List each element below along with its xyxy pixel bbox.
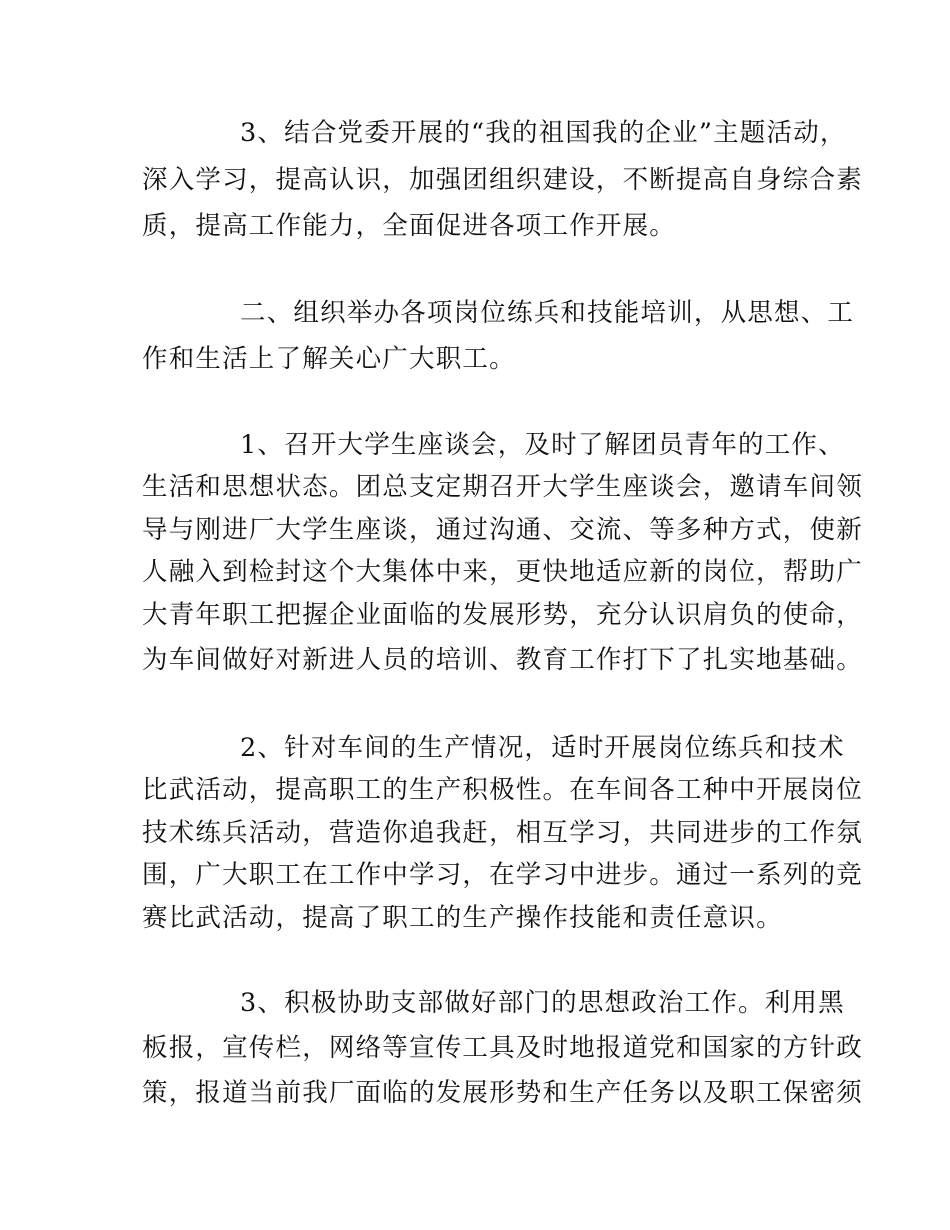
paragraph-4-line-2: 比武活动，提高职工的生产积极性。在车间各工种中开展岗位 bbox=[142, 775, 863, 805]
paragraph-3-line-5: 大青年职工把握企业面临的发展形势，充分认识肩负的使命， bbox=[142, 600, 863, 630]
paragraph-2-line-2: 作和生活上了解关心广大职工。 bbox=[142, 344, 516, 374]
paragraph-2-line-1: 二、组织举办各项岗位练兵和技能培训，从思想、工 bbox=[240, 298, 855, 328]
paragraph-5-line-1: 3、积极协助支部做好部门的思想政治工作。利用黑 bbox=[240, 988, 845, 1018]
paragraph-4-line-1: 2、针对车间的生产情况，适时开展岗位练兵和技术 bbox=[240, 733, 845, 763]
paragraph-3-line-2: 生活和思想状态。团总支定期召开大学生座谈会，邀请车间领 bbox=[142, 472, 863, 502]
paragraph-4-line-4: 围，广大职工在工作中学习，在学习中进步。通过一系列的竞 bbox=[142, 860, 863, 890]
paragraph-3-line-4: 人融入到检封这个大集体中来，更快地适应新的岗位，帮助广 bbox=[142, 557, 863, 587]
paragraph-1-line-3: 质，提高工作能力，全面促进各项工作开展。 bbox=[142, 211, 677, 241]
paragraph-3-line-3: 导与刚进厂大学生座谈，通过沟通、交流、等多种方式，使新 bbox=[142, 515, 863, 545]
paragraph-4-line-5: 赛比武活动，提高了职工的生产操作技能和责任意识。 bbox=[142, 903, 783, 933]
paragraph-1-line-1: 3、结合党委开展的“我的祖国我的企业”主题活动， bbox=[240, 118, 847, 148]
paragraph-3-line-1: 1、召开大学生座谈会，及时了解团员青年的工作、 bbox=[240, 430, 845, 460]
paragraph-4-line-3: 技术练兵活动，营造你追我赶，相互学习，共同进步的工作氛 bbox=[142, 818, 863, 848]
paragraph-3-line-6: 为车间做好对新进人员的培训、教育工作打下了扎实地基础。 bbox=[142, 645, 863, 675]
paragraph-5-line-2: 板报，宣传栏，网络等宣传工具及时地报道党和国家的方针政 bbox=[142, 1033, 863, 1063]
paragraph-5-line-3: 策，报道当前我厂面临的发展形势和生产任务以及职工保密须 bbox=[142, 1078, 863, 1108]
paragraph-1-line-2: 深入学习，提高认识，加强团组织建设，不断提高自身综合素 bbox=[142, 165, 863, 195]
